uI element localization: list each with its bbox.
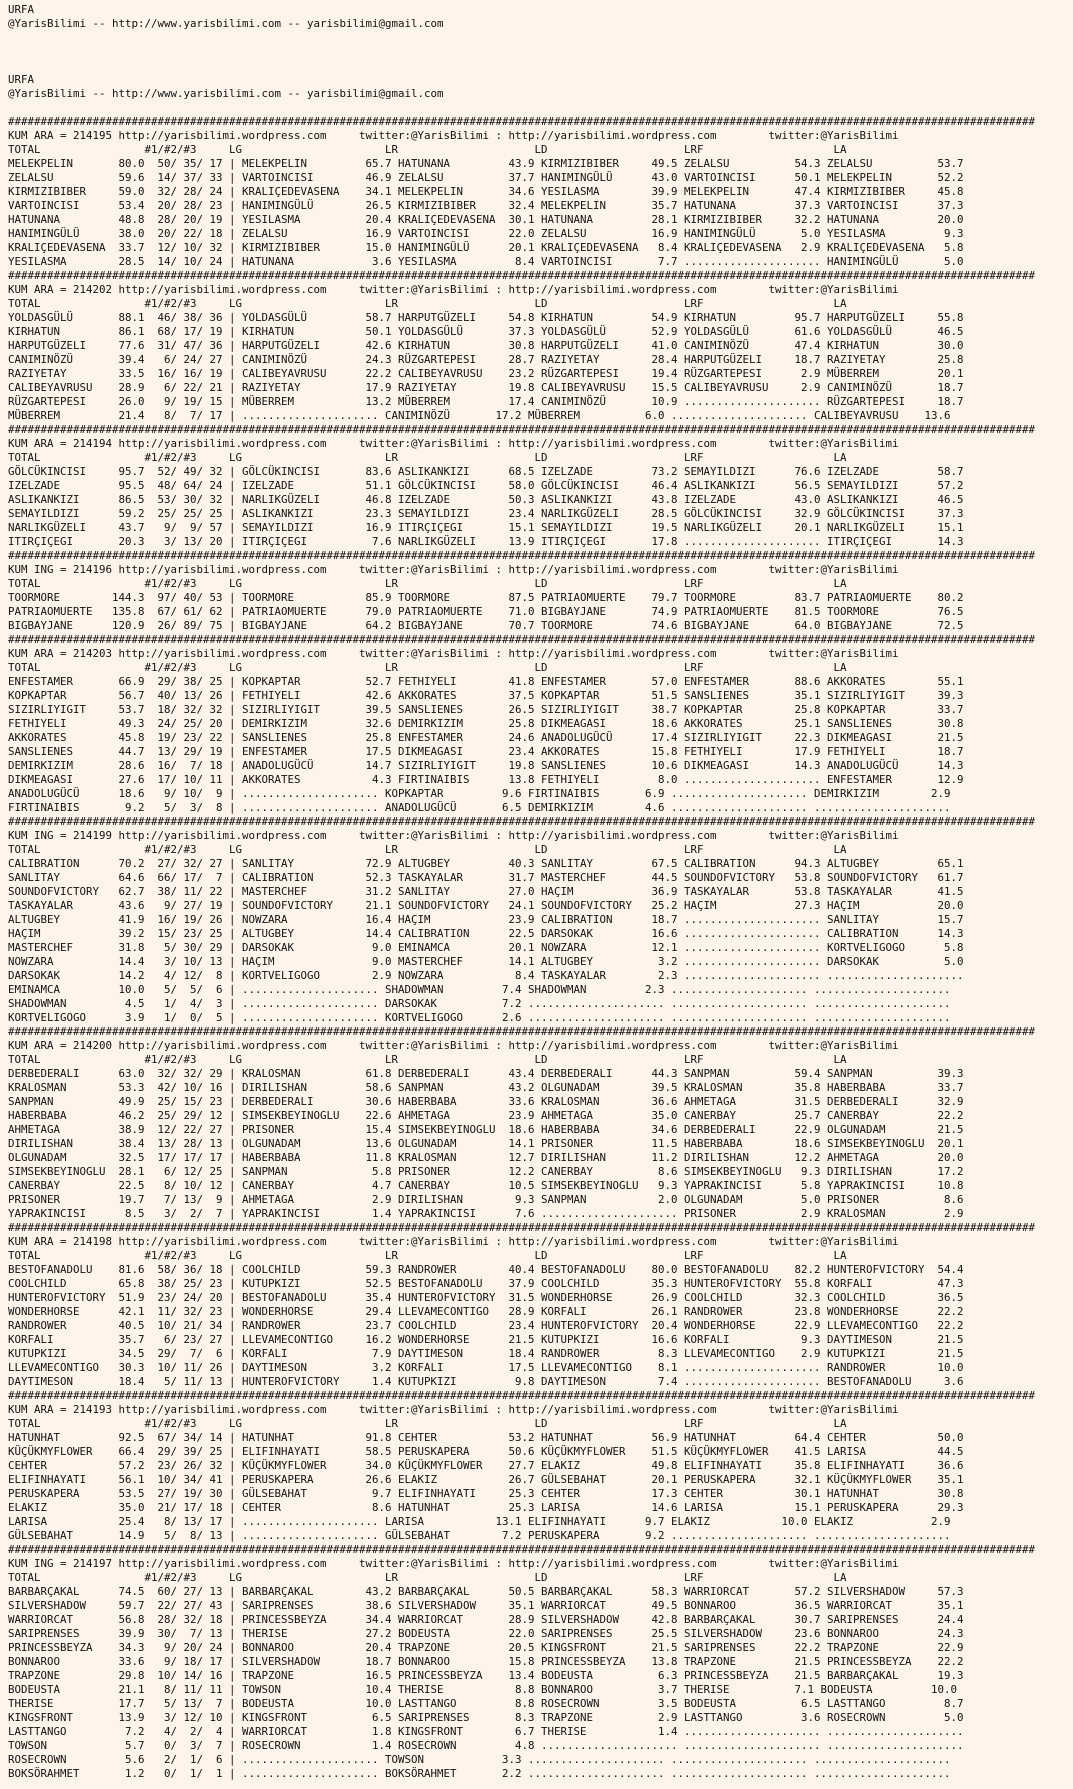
section-divider: ##############################################################################################################################################################: [8, 423, 1036, 436]
table-row: ALTUGBEY 41.9 16/ 19/ 26 | NOWZARA 16.4 HAÇIM 23.9 CALIBRATION 18.7 ..................... SANLITAY 15.7: [8, 913, 964, 926]
table-row: NOWZARA 14.4 3/ 10/ 13 | HAÇIM 9.0 MASTERCHEF 14.1 ALTUGBEY 3.2 ..................... DARSOKAK 5.0: [8, 955, 964, 968]
table-row: PATRIAOMUERTE 135.8 67/ 61/ 62 | PATRIAOMUERTE 79.0 PATRIAOMUERTE 71.0 BIGBAYJANE 74.9 PATRIAOMUERTE 81.5 TOORMORE 76.5: [8, 605, 964, 618]
table-row: BIGBAYJANE 120.9 26/ 89/ 75 | BIGBAYJANE 64.2 BIGBAYJANE 70.7 TOORMORE 74.6 BIGBAYJANE 64.0 BIGBAYJANE 72.5: [8, 619, 964, 632]
table-row: TASKAYALAR 43.6 9/ 27/ 19 | SOUNDOFVICTORY 21.1 SOUNDOFVICTORY 24.1 SOUNDOFVICTORY 25.2 HAÇIM 27.3 HAÇIM 20.0: [8, 899, 964, 912]
race-header: KUM ING = 214197 http://yarisbilimi.wordpress.com twitter:@YarisBilimi : http://yarisbilimi.wordpress.com twitter:@YarisBilimi: [8, 1557, 899, 1570]
table-row: ELIFINHAYATI 56.1 10/ 34/ 41 | PERUSKAPERA 26.6 ELAKIZ 26.7 GÜLSEBAHAT 20.1 PERUSKAPERA 32.1 KÜÇÜKMYFLOWER 35.1: [8, 1473, 964, 1486]
table-row: LLEVAMECONTIGO 30.3 10/ 11/ 26 | DAYTIMESON 3.2 KORFALI 17.5 LLEVAMECONTIGO 8.1 ..................... RANDROWER 10.0: [8, 1361, 964, 1374]
section-divider: ##############################################################################################################################################################: [8, 549, 1036, 562]
table-row: AKKORATES 45.8 19/ 23/ 22 | SANSLIENES 25.8 ENFESTAMER 24.6 ANADOLUGÜCÜ 17.4 SIZIRLIYIGIT 22.3 DIKMEAGASI 21.5: [8, 731, 964, 744]
table-row: HUNTEROFVICTORY 51.9 23/ 24/ 20 | BESTOFANADOLU 35.4 HUNTEROFVICTORY 31.5 WONDERHORSE 26.9 COOLCHILD 32.3 COOLCHILD 36.5: [8, 1291, 964, 1304]
table-row: BODEUSTA 21.1 8/ 11/ 11 | TOWSON 10.4 THERISE 8.8 BONNAROO 3.7 THERISE 7.1 BODEUSTA 10.0: [8, 1683, 958, 1696]
table-row: BARBARÇAKAL 74.5 60/ 27/ 13 | BARBARÇAKAL 43.2 BARBARÇAKAL 50.5 BARBARÇAKAL 58.3 WARRIORCAT 57.2 SILVERSHADOW 57.3: [8, 1585, 964, 1598]
table-row: SANSLIENES 44.7 13/ 29/ 19 | ENFESTAMER 17.5 DIKMEAGASI 23.4 AKKORATES 15.8 FETHIYELI 17.9 FETHIYELI 18.7: [8, 745, 964, 758]
table-row: WARRIORCAT 56.8 28/ 32/ 18 | PRINCESSBEYZA 34.4 WARRIORCAT 28.9 SILVERSHADOW 42.8 BARBARÇAKAL 30.7 SARIPRENSES 24.4: [8, 1613, 964, 1626]
text-line: URFA: [8, 3, 35, 16]
text-line: URFA: [8, 73, 35, 86]
table-row: KIRMIZIBIBER 59.0 32/ 28/ 24 | KRALIÇEDEVASENA 34.1 MELEKPELIN 34.6 YESILASMA 39.9 MELEKPELIN 47.4 KIRMIZIBIBER 45.8: [8, 185, 964, 198]
race-header: KUM ARA = 214203 http://yarisbilimi.wordpress.com twitter:@YarisBilimi : http://yarisbilimi.wordpress.com twitter:@YarisBilimi: [8, 647, 899, 660]
race-header: KUM ING = 214196 http://yarisbilimi.wordpress.com twitter:@YarisBilimi : http://yarisbilimi.wordpress.com twitter:@YarisBilimi: [8, 563, 899, 576]
column-header: TOTAL #1/#2/#3 LG LR LD LRF LA: [8, 297, 847, 310]
table-row: RANDROWER 40.5 10/ 21/ 34 | RANDROWER 23.7 COOLCHILD 23.4 HUNTEROFVICTORY 20.4 WONDERHORSE 22.9 LLEVAMECONTIGO 22.2: [8, 1319, 964, 1332]
table-row: PRINCESSBEYZA 34.3 9/ 20/ 24 | BONNAROO 20.4 TRAPZONE 20.5 KINGSFRONT 21.5 SARIPRENSES 22.2 TRAPZONE 22.9: [8, 1641, 964, 1654]
table-row: GÜLSEBAHAT 14.9 5/ 8/ 13 | ..................... GÜLSEBAHAT 7.2 PERUSKAPERA 9.2 ..................... .....................: [8, 1529, 951, 1542]
table-row: WONDERHORSE 42.1 11/ 32/ 23 | WONDERHORSE 29.4 LLEVAMECONTIGO 28.9 KORFALI 26.1 RANDROWER 23.8 WONDERHORSE 22.2: [8, 1305, 964, 1318]
table-row: CEHTER 57.2 23/ 26/ 32 | KÜÇÜKMYFLOWER 34.0 KÜÇÜKMYFLOWER 27.7 ELAKIZ 49.8 ELIFINHAYATI 35.8 ELIFINHAYATI 36.6: [8, 1459, 964, 1472]
race-header: KUM ARA = 214202 http://yarisbilimi.wordpress.com twitter:@YarisBilimi : http://yarisbilimi.wordpress.com twitter:@YarisBilimi: [8, 283, 899, 296]
table-row: CALIBRATION 70.2 27/ 32/ 27 | SANLITAY 72.9 ALTUGBEY 40.3 SANLITAY 67.5 CALIBRATION 94.3 ALTUGBEY 65.1: [8, 857, 964, 870]
table-row: RÜZGARTEPESI 26.0 9/ 19/ 15 | MÜBERREM 13.2 MÜBERREM 17.4 CANIMINÖZÜ 10.9 ..................... RÜZGARTEPESI 18.7: [8, 395, 964, 408]
section-divider: ##############################################################################################################################################################: [8, 115, 1036, 128]
table-row: YOLDASGÜLÜ 88.1 46/ 38/ 36 | YOLDASGÜLÜ 58.7 HARPUTGÜZELI 54.8 KIRHATUN 54.9 KIRHATUN 95.7 HARPUTGÜZELI 55.8: [8, 311, 964, 324]
table-row: YAPRAKINCISI 8.5 3/ 2/ 7 | YAPRAKINCISI 1.4 YAPRAKINCISI 7.6 ..................... PRISONER 2.9 KRALOSMAN 2.9: [8, 1207, 964, 1220]
text-line: @YarisBilimi -- http://www.yarisbilimi.com -- yarisbilimi@gmail.com: [8, 17, 444, 30]
column-header: TOTAL #1/#2/#3 LG LR LD LRF LA: [8, 661, 847, 674]
text-line: @YarisBilimi -- http://www.yarisbilimi.com -- yarisbilimi@gmail.com: [8, 87, 444, 100]
table-row: KORFALI 35.7 6/ 23/ 27 | LLEVAMECONTIGO 16.2 WONDERHORSE 21.5 KUTUPKIZI 16.6 KORFALI 9.3 DAYTIMESON 21.5: [8, 1333, 964, 1346]
table-row: SOUNDOFVICTORY 62.7 38/ 11/ 22 | MASTERCHEF 31.2 SANLITAY 27.0 HAÇIM 36.9 TASKAYALAR 53.8 TASKAYALAR 41.5: [8, 885, 964, 898]
race-header: KUM ARA = 214195 http://yarisbilimi.wordpress.com twitter:@YarisBilimi : http://yarisbilimi.wordpress.com twitter:@YarisBilimi: [8, 129, 899, 142]
table-row: ZELALSU 59.6 14/ 37/ 33 | VARTOINCISI 46.9 ZELALSU 37.7 HANIMINGÜLÜ 43.0 VARTOINCISI 50.1 MELEKPELIN 52.2: [8, 171, 964, 184]
table-row: SILVERSHADOW 59.7 22/ 27/ 43 | SARIPRENSES 38.6 SILVERSHADOW 35.1 WARRIORCAT 49.5 BONNAROO 36.5 WARRIORCAT 35.1: [8, 1599, 964, 1612]
table-row: DIRILISHAN 38.4 13/ 28/ 13 | OLGUNADAM 13.6 OLGUNADAM 14.1 PRISONER 11.5 HABERBABA 18.6 SIMSEKBEYINOGLU 20.1: [8, 1137, 964, 1150]
column-header: TOTAL #1/#2/#3 LG LR LD LRF LA: [8, 451, 847, 464]
table-row: KINGSFRONT 13.9 3/ 12/ 10 | KINGSFRONT 6.5 SARIPRENSES 8.3 TRAPZONE 2.9 LASTTANGO 3.6 ROSECROWN 5.0: [8, 1711, 964, 1724]
table-row: KRALOSMAN 53.3 42/ 10/ 16 | DIRILISHAN 58.6 SANPMAN 43.2 OLGUNADAM 39.5 KRALOSMAN 35.8 HABERBABA 33.7: [8, 1081, 964, 1094]
column-header: TOTAL #1/#2/#3 LG LR LD LRF LA: [8, 577, 847, 590]
table-row: LARISA 25.4 8/ 13/ 17 | ..................... LARISA 13.1 ELIFINHAYATI 9.7 ELAKIZ 10.0 ELAKIZ 2.9: [8, 1515, 951, 1528]
table-row: SHADOWMAN 4.5 1/ 4/ 3 | ..................... DARSOKAK 7.2 ..................... ..................... .....................: [8, 997, 951, 1010]
race-header: KUM ARA = 214193 http://yarisbilimi.wordpress.com twitter:@YarisBilimi : http://yarisbilimi.wordpress.com twitter:@YarisBilimi: [8, 1403, 899, 1416]
table-row: DERBEDERALI 63.0 32/ 32/ 29 | KRALOSMAN 61.8 DERBEDERALI 43.4 DERBEDERALI 44.3 SANPMAN 59.4 SANPMAN 39.3: [8, 1067, 964, 1080]
table-row: MELEKPELIN 80.0 50/ 35/ 17 | MELEKPELIN 65.7 HATUNANA 43.9 KIRMIZIBIBER 49.5 ZELALSU 54.3 ZELALSU 53.7: [8, 157, 964, 170]
table-row: IZELZADE 95.5 48/ 64/ 24 | IZELZADE 51.1 GÖLCÜKINCISI 58.0 GÖLCÜKINCISI 46.4 ASLIKANKIZI 56.5 SEMAYILDIZI 57.2: [8, 479, 964, 492]
race-header: KUM ING = 214199 http://yarisbilimi.wordpress.com twitter:@YarisBilimi : http://yarisbilimi.wordpress.com twitter:@YarisBilimi: [8, 829, 899, 842]
table-row: PRISONER 19.7 7/ 13/ 9 | AHMETAGA 2.9 DIRILISHAN 9.3 SANPMAN 2.0 OLGUNADAM 5.0 PRISONER 8.6: [8, 1193, 964, 1206]
table-row: CANERBAY 22.5 8/ 10/ 12 | CANERBAY 4.7 CANERBAY 10.5 SIMSEKBEYINOGLU 9.3 YAPRAKINCISI 5.8 YAPRAKINCISI 10.8: [8, 1179, 964, 1192]
table-row: HATUNHAT 92.5 67/ 34/ 14 | HATUNHAT 91.8 CEHTER 53.2 HATUNHAT 56.9 HATUNHAT 64.4 CEHTER 50.0: [8, 1431, 964, 1444]
column-header: TOTAL #1/#2/#3 LG LR LD LRF LA: [8, 1053, 847, 1066]
table-row: EMINAMCA 10.0 5/ 5/ 6 | ..................... SHADOWMAN 7.4 SHADOWMAN 2.3 ..................... .....................: [8, 983, 951, 996]
table-row: BONNAROO 33.6 9/ 18/ 17 | SILVERSHADOW 18.7 BONNAROO 15.8 PRINCESSBEYZA 13.8 TRAPZONE 21.5 PRINCESSBEYZA 22.2: [8, 1655, 964, 1668]
table-row: SANLITAY 64.6 66/ 17/ 7 | CALIBRATION 52.3 TASKAYALAR 31.7 MASTERCHEF 44.5 SOUNDOFVICTORY 53.8 SOUNDOFVICTORY 61.7: [8, 871, 964, 884]
table-row: AHMETAGA 38.9 12/ 22/ 27 | PRISONER 15.4 SIMSEKBEYINOGLU 18.6 HABERBABA 34.6 DERBEDERALI 22.9 OLGUNADAM 21.5: [8, 1123, 964, 1136]
section-divider: ##############################################################################################################################################################: [8, 1389, 1036, 1402]
table-row: SIZIRLIYIGIT 53.7 18/ 32/ 32 | SIZIRLIYIGIT 39.5 SANSLIENES 26.5 SIZIRLIYIGIT 38.7 KOPKAPTAR 25.8 KOPKAPTAR 33.7: [8, 703, 964, 716]
table-row: HANIMINGÜLÜ 38.0 20/ 22/ 18 | ZELALSU 16.9 VARTOINCISI 22.0 ZELALSU 16.9 HANIMINGÜLÜ 5.0 YESILASMA 9.3: [8, 227, 964, 240]
table-row: HABERBABA 46.2 25/ 29/ 12 | SIMSEKBEYINOGLU 22.6 AHMETAGA 23.9 AHMETAGA 35.0 CANERBAY 25.7 CANERBAY 22.2: [8, 1109, 964, 1122]
table-row: TOWSON 5.7 0/ 3/ 7 | ROSECROWN 1.4 ROSECROWN 4.8 ..................... ..................... .....................: [8, 1739, 964, 1752]
table-row: LASTTANGO 7.2 4/ 2/ 4 | WARRIORCAT 1.8 KINGSFRONT 6.7 THERISE 1.4 ..................... .....................: [8, 1725, 964, 1738]
blank-line: [8, 101, 1073, 115]
table-row: DIKMEAGASI 27.6 17/ 10/ 11 | AKKORATES 4.3 FIRTINAIBIS 13.8 FETHIYELI 8.0 ..................... ENFESTAMER 12.9: [8, 773, 964, 786]
table-row: BOKSÖRAHMET 1.2 0/ 1/ 1 | ..................... BOKSÖRAHMET 2.2 ..................... ..................... .....................: [8, 1767, 951, 1780]
table-row: CALIBEYAVRUSU 28.9 6/ 22/ 21 | RAZIYETAY 17.9 RAZIYETAY 19.8 CALIBEYAVRUSU 15.5 CALIBEYAVRUSU 2.9 CANIMINÖZÜ 18.7: [8, 381, 964, 394]
table-row: HAÇIM 39.2 15/ 23/ 25 | ALTUGBEY 14.4 CALIBRATION 22.5 DARSOKAK 16.6 ..................... CALIBRATION 14.3: [8, 927, 964, 940]
table-row: KOPKAPTAR 56.7 40/ 13/ 26 | FETHIYELI 42.6 AKKORATES 37.5 KOPKAPTAR 51.5 SANSLIENES 35.1 SIZIRLIYIGIT 39.3: [8, 689, 964, 702]
table-row: NARLIKGÜZELI 43.7 9/ 9/ 57 | SEMAYILDIZI 16.9 ITIRÇIÇEGI 15.1 SEMAYILDIZI 19.5 NARLIKGÜZELI 20.1 NARLIKGÜZELI 15.1: [8, 521, 964, 534]
blank-line: [8, 45, 1073, 59]
table-row: KORTVELIGOGO 3.9 1/ 0/ 5 | ..................... KORTVELIGOGO 2.6 ..................... ..................... .....................: [8, 1011, 951, 1024]
table-row: GÖLCÜKINCISI 95.7 52/ 49/ 32 | GÖLCÜKINCISI 83.6 ASLIKANKIZI 68.5 IZELZADE 73.2 SEMAYILDIZI 76.6 IZELZADE 58.7: [8, 465, 964, 478]
table-row: DARSOKAK 14.2 4/ 12/ 8 | KORTVELIGOGO 2.9 NOWZARA 8.4 TASKAYALAR 2.3 ..................... .....................: [8, 969, 964, 982]
column-header: TOTAL #1/#2/#3 LG LR LD LRF LA: [8, 843, 847, 856]
table-row: MÜBERREM 21.4 8/ 7/ 17 | ..................... CANIMINÖZÜ 17.2 MÜBERREM 6.0 ..................... CALIBEYAVRUSU 13.6: [8, 409, 951, 422]
table-row: FETHIYELI 49.3 24/ 25/ 20 | DEMIRKIZIM 32.6 DEMIRKIZIM 25.8 DIKMEAGASI 18.6 AKKORATES 25.1 SANSLIENES 30.8: [8, 717, 964, 730]
section-divider: ##############################################################################################################################################################: [8, 1025, 1036, 1038]
table-row: OLGUNADAM 32.5 17/ 17/ 17 | HABERBABA 11.8 KRALOSMAN 12.7 DIRILISHAN 11.2 DIRILISHAN 12.2 AHMETAGA 20.0: [8, 1151, 964, 1164]
table-row: ASLIKANKIZI 86.5 53/ 30/ 32 | NARLIKGÜZELI 46.8 IZELZADE 50.3 ASLIKANKIZI 43.8 IZELZADE 43.0 ASLIKANKIZI 46.5: [8, 493, 964, 506]
table-row: YESILASMA 28.5 14/ 10/ 24 | HATUNANA 3.6 YESILASMA 8.4 VARTOINCISI 7.7 ..................... HANIMINGÜLÜ 5.0: [8, 255, 964, 268]
table-row: BESTOFANADOLU 81.6 58/ 36/ 18 | COOLCHILD 59.3 RANDROWER 40.4 BESTOFANADOLU 80.0 BESTOFANADOLU 82.2 HUNTEROFVICTORY 54.4: [8, 1263, 964, 1276]
table-row: HARPUTGÜZELI 77.6 31/ 47/ 36 | HARPUTGÜZELI 42.6 KIRHATUN 30.8 HARPUTGÜZELI 41.0 CANIMINÖZÜ 47.4 KIRHATUN 30.0: [8, 339, 964, 352]
table-row: DAYTIMESON 18.4 5/ 11/ 13 | HUNTEROFVICTORY 1.4 KUTUPKIZI 9.8 DAYTIMESON 7.4 ..................... BESTOFANADOLU 3.6: [8, 1375, 964, 1388]
section-divider: ##############################################################################################################################################################: [8, 633, 1036, 646]
column-header: TOTAL #1/#2/#3 LG LR LD LRF LA: [8, 1417, 847, 1430]
column-header: TOTAL #1/#2/#3 LG LR LD LRF LA: [8, 1249, 847, 1262]
table-row: KÜÇÜKMYFLOWER 66.4 29/ 39/ 25 | ELIFINHAYATI 58.5 PERUSKAPERA 50.6 KÜÇÜKMYFLOWER 51.5 KÜÇÜKMYFLOWER 41.5 LARISA 44.5: [8, 1445, 964, 1458]
table-row: SEMAYILDIZI 59.2 25/ 25/ 25 | ASLIKANKIZI 23.3 SEMAYILDIZI 23.4 NARLIKGÜZELI 28.5 GÖLCÜKINCISI 32.9 GÖLCÜKINCISI 37.3: [8, 507, 964, 520]
race-header: KUM ARA = 214200 http://yarisbilimi.wordpress.com twitter:@YarisBilimi : http://yarisbilimi.wordpress.com twitter:@YarisBilimi: [8, 1039, 899, 1052]
table-row: COOLCHILD 65.8 38/ 25/ 23 | KUTUPKIZI 52.5 BESTOFANADOLU 37.9 COOLCHILD 35.3 HUNTEROFVICTORY 55.8 KORFALI 47.3: [8, 1277, 964, 1290]
table-row: ANADOLUGÜCÜ 18.6 9/ 10/ 9 | ..................... KOPKAPTAR 9.6 FIRTINAIBIS 6.9 ..................... DEMIRKIZIM 2.9: [8, 787, 951, 800]
column-header: TOTAL #1/#2/#3 LG LR LD LRF LA: [8, 143, 847, 156]
table-row: RAZIYETAY 33.5 16/ 16/ 19 | CALIBEYAVRUSU 22.2 CALIBEYAVRUSU 23.2 RÜZGARTEPESI 19.4 RÜZGARTEPESI 2.9 MÜBERREM 20.1: [8, 367, 964, 380]
blank-line: [8, 59, 1073, 73]
table-row: ROSECROWN 5.6 2/ 1/ 6 | ..................... TOWSON 3.3 ..................... ..................... .....................: [8, 1753, 951, 1766]
table-row: ELAKIZ 35.0 21/ 17/ 18 | CEHTER 8.6 HATUNHAT 25.3 LARISA 14.6 LARISA 15.1 PERUSKAPERA 29.3: [8, 1501, 964, 1514]
table-row: FIRTINAIBIS 9.2 5/ 3/ 8 | ..................... ANADOLUGÜCÜ 6.5 DEMIRKIZIM 4.6 ..................... .....................: [8, 801, 951, 814]
table-row: SANPMAN 49.9 25/ 15/ 23 | DERBEDERALI 30.6 HABERBABA 33.6 KRALOSMAN 36.6 AHMETAGA 31.5 DERBEDERALI 32.9: [8, 1095, 964, 1108]
section-divider: ##############################################################################################################################################################: [8, 1543, 1036, 1556]
column-header: TOTAL #1/#2/#3 LG LR LD LRF LA: [8, 1571, 847, 1584]
table-row: TRAPZONE 29.8 10/ 14/ 16 | TRAPZONE 16.5 PRINCESSBEYZA 13.4 BODEUSTA 6.3 PRINCESSBEYZA 21.5 BARBARÇAKAL 19.3: [8, 1669, 964, 1682]
table-row: TOORMORE 144.3 97/ 40/ 53 | TOORMORE 85.9 TOORMORE 87.5 PATRIAOMUERTE 79.7 TOORMORE 83.7 PATRIAOMUERTE 80.2: [8, 591, 964, 604]
race-header: KUM ARA = 214198 http://yarisbilimi.wordpress.com twitter:@YarisBilimi : http://yarisbilimi.wordpress.com twitter:@YarisBilimi: [8, 1235, 899, 1248]
table-row: VARTOINCISI 53.4 20/ 28/ 23 | HANIMINGÜLÜ 26.5 KIRMIZIBIBER 32.4 MELEKPELIN 35.7 HATUNANA 37.3 VARTOINCISI 37.3: [8, 199, 964, 212]
section-divider: ##############################################################################################################################################################: [8, 815, 1036, 828]
race-header: KUM ARA = 214194 http://yarisbilimi.wordpress.com twitter:@YarisBilimi : http://yarisbilimi.wordpress.com twitter:@YarisBilimi: [8, 437, 899, 450]
table-row: KUTUPKIZI 34.5 29/ 7/ 6 | KORFALI 7.9 DAYTIMESON 18.4 RANDROWER 8.3 LLEVAMECONTIGO 2.9 KUTUPKIZI 21.5: [8, 1347, 964, 1360]
table-row: HATUNANA 48.8 28/ 20/ 19 | YESILASMA 20.4 KRALIÇEDEVASENA 30.1 HATUNANA 28.1 KIRMIZIBIBER 32.2 HATUNANA 20.0: [8, 213, 964, 226]
table-row: PERUSKAPERA 53.5 27/ 19/ 30 | GÜLSEBAHAT 9.7 ELIFINHAYATI 25.3 CEHTER 17.3 CEHTER 30.1 HATUNHAT 30.8: [8, 1487, 964, 1500]
table-row: ITIRÇIÇEGI 20.3 3/ 13/ 20 | ITIRÇIÇEGI 7.6 NARLIKGÜZELI 13.9 ITIRÇIÇEGI 17.8 ..................... ITIRÇIÇEGI 14.3: [8, 535, 964, 548]
table-row: THERISE 17.7 5/ 13/ 7 | BODEUSTA 10.0 LASTTANGO 8.8 ROSECROWN 3.5 BODEUSTA 6.5 LASTTANGO 8.7: [8, 1697, 964, 1710]
table-row: SIMSEKBEYINOGLU 28.1 6/ 12/ 25 | SANPMAN 5.8 PRISONER 12.2 CANERBAY 8.6 SIMSEKBEYINOGLU 9.3 DIRILISHAN 17.2: [8, 1165, 964, 1178]
table-row: MASTERCHEF 31.8 5/ 30/ 29 | DARSOKAK 9.0 EMINAMCA 20.1 NOWZARA 12.1 ..................... KORTVELIGOGO 5.8: [8, 941, 964, 954]
blank-line: [8, 31, 1073, 45]
section-divider: ##############################################################################################################################################################: [8, 269, 1036, 282]
section-divider: ##############################################################################################################################################################: [8, 1221, 1036, 1234]
table-row: SARIPRENSES 39.9 30/ 7/ 13 | THERISE 27.2 BODEUSTA 22.0 SARIPRENSES 25.5 SILVERSHADOW 23.6 BONNAROO 24.3: [8, 1627, 964, 1640]
table-row: CANIMINÖZÜ 39.4 6/ 24/ 27 | CANIMINÖZÜ 24.3 RÜZGARTEPESI 28.7 RAZIYETAY 28.4 HARPUTGÜZELI 18.7 RAZIYETAY 25.8: [8, 353, 964, 366]
table-row: KIRHATUN 86.1 68/ 17/ 19 | KIRHATUN 50.1 YOLDASGÜLÜ 37.3 YOLDASGÜLÜ 52.9 YOLDASGÜLÜ 61.6 YOLDASGÜLÜ 46.5: [8, 325, 964, 338]
table-row: ENFESTAMER 66.9 29/ 38/ 25 | KOPKAPTAR 52.7 FETHIYELI 41.8 ENFESTAMER 57.0 ENFESTAMER 88.6 AKKORATES 55.1: [8, 675, 964, 688]
table-row: DEMIRKIZIM 28.6 16/ 7/ 18 | ANADOLUGÜCÜ 14.7 SIZIRLIYIGIT 19.8 SANSLIENES 10.6 DIKMEAGASI 14.3 ANADOLUGÜCÜ 14.3: [8, 759, 964, 772]
table-row: KRALIÇEDEVASENA 33.7 12/ 10/ 32 | KIRMIZIBIBER 15.0 HANIMINGÜLÜ 20.1 KRALIÇEDEVASENA 8.4 KRALIÇEDEVASENA 2.9 KRALIÇEDEVASENA 5.8: [8, 241, 964, 254]
